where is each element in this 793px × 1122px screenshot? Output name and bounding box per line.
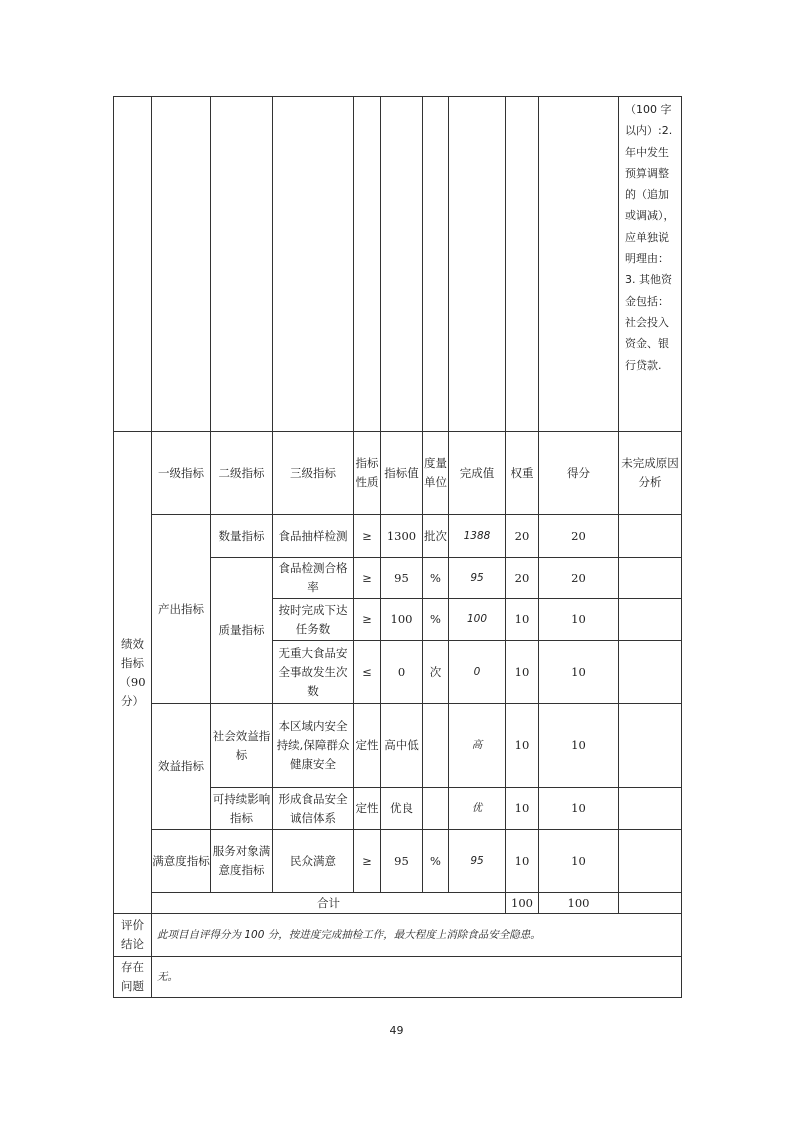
level2-cell: 服务对象满意度指标 [211,830,273,893]
target-cell: 100 [381,599,423,641]
nature-cell: ≤ [354,641,381,704]
weight-cell: 20 [506,515,539,558]
group-satisfaction: 满意度指标 [152,830,211,893]
actual-cell: 高 [449,704,506,788]
table-row [114,704,682,788]
total-score: 100 [539,893,619,914]
level3-cell: 食品检测合格率 [273,558,354,599]
actual-cell: 1388 [449,515,506,558]
unit-cell: % [423,830,449,893]
header-level2: 二级指标 [211,432,273,515]
score-cell: 20 [539,515,619,558]
total-weight: 100 [506,893,539,914]
reason-cell [619,704,682,788]
nature-cell: ≥ [354,558,381,599]
actual-cell: 0 [449,641,506,704]
nature-cell: 定性 [354,704,381,788]
score-cell: 10 [539,704,619,788]
total-label: 合计 [152,893,506,914]
reason-cell [619,558,682,599]
nature-cell: 定性 [354,788,381,830]
problems-row [114,957,682,998]
header-target: 指标值 [381,432,423,515]
header-unit: 度量单位 [423,432,449,515]
unit-cell: 批次 [423,515,449,558]
budget-continuation-row [114,97,682,432]
unit-cell: % [423,558,449,599]
evaluation-row [114,914,682,957]
group-benefit: 效益指标 [152,704,211,830]
unit-cell: % [423,599,449,641]
target-cell: 95 [381,830,423,893]
target-cell: 95 [381,558,423,599]
actual-cell: 100 [449,599,506,641]
weight-cell: 10 [506,704,539,788]
header-level3: 三级指标 [273,432,354,515]
problems-label: 存在问题 [114,957,152,998]
level3-cell: 按时完成下达任务数 [273,599,354,641]
header-level1: 一级指标 [152,432,211,515]
group-output: 产出指标 [152,515,211,704]
level3-cell: 民众满意 [273,830,354,893]
target-cell: 高中低 [381,704,423,788]
header-actual: 完成值 [449,432,506,515]
reason-cell [619,641,682,704]
target-cell: 1300 [381,515,423,558]
evaluation-text: 此项目自评得分为 100 分，按进度完成抽检工作，最大程度上消除食品安全隐患。 [152,914,682,957]
reason-cell [619,830,682,893]
level2-cell: 质量指标 [211,558,273,704]
category-label: 绩效指标（90分） [114,432,152,914]
weight-cell: 10 [506,599,539,641]
weight-cell: 20 [506,558,539,599]
unit-cell: 次 [423,641,449,704]
unit-cell [423,704,449,788]
level3-cell: 本区域内安全持续,保障群众健康安全 [273,704,354,788]
weight-cell: 10 [506,830,539,893]
level3-cell: 形成食品安全诚信体系 [273,788,354,830]
header-score: 得分 [539,432,619,515]
total-row [114,893,682,914]
level3-cell: 食品抽样检测 [273,515,354,558]
level2-cell: 社会效益指标 [211,704,273,788]
score-cell: 10 [539,830,619,893]
nature-cell: ≥ [354,830,381,893]
budget-note: （100 字以内）:2. 年中发生预算调整的（追加或调减），应单独说明理由：3. 其他资金包括：社会投入资金、银行贷款. [619,97,682,432]
evaluation-label: 评价结论 [114,914,152,957]
actual-cell: 优 [449,788,506,830]
level2-cell: 可持续影响指标 [211,788,273,830]
target-cell: 0 [381,641,423,704]
problems-text: 无。 [152,957,682,998]
performance-table [113,96,682,998]
target-cell: 优良 [381,788,423,830]
score-cell: 10 [539,599,619,641]
nature-cell: ≥ [354,599,381,641]
header-weight: 权重 [506,432,539,515]
nature-cell: ≥ [354,515,381,558]
reason-cell [619,788,682,830]
page-number: 49 [389,1024,404,1037]
actual-cell: 95 [449,830,506,893]
header-row [114,432,682,515]
unit-cell [423,788,449,830]
reason-cell [619,515,682,558]
reason-cell [619,599,682,641]
weight-cell: 10 [506,788,539,830]
table-row [114,515,682,558]
weight-cell: 10 [506,641,539,704]
level2-cell: 数量指标 [211,515,273,558]
table-row [114,830,682,893]
header-nature: 指标性质 [354,432,381,515]
score-cell: 20 [539,558,619,599]
actual-cell: 95 [449,558,506,599]
score-cell: 10 [539,641,619,704]
level3-cell: 无重大食品安全事故发生次数 [273,641,354,704]
score-cell: 10 [539,788,619,830]
header-reason: 未完成原因分析 [619,432,682,515]
